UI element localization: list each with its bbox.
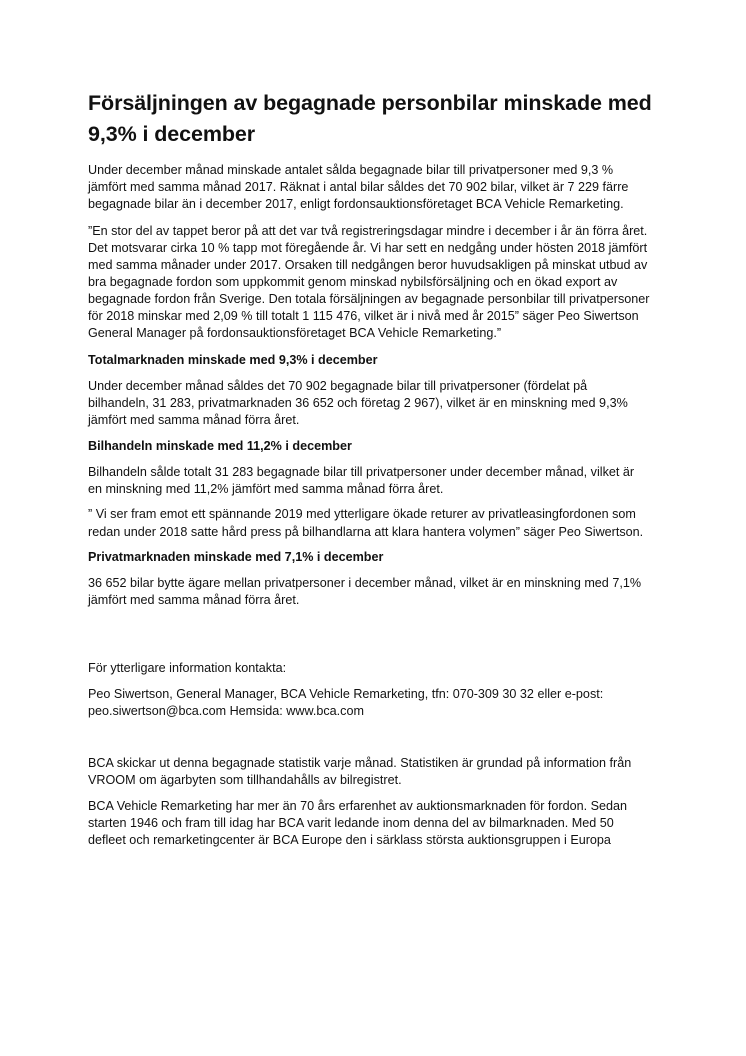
text-line: jämfört med samma månad förra året. <box>88 593 300 608</box>
press-release-page <box>88 88 663 858</box>
stats-note-paragraph <box>88 755 663 789</box>
section-heading-total-market: Totalmarknaden minskade med 9,3% i december <box>88 352 378 367</box>
text-line: bra begagnade fordon som uppkommit genom minskad nybilsförsäljning och en ökad export av <box>88 275 618 290</box>
section-heading-private-market: Privatmarknaden minskade med 7,1% i december <box>88 550 384 565</box>
text-line: peo.siwertson@bca.com Hemsida: www.bca.com <box>88 703 364 718</box>
total-market-paragraph <box>88 378 663 429</box>
text-line: för 2018 minskar med 2,09 % till totalt 1 115 476, vilket är i nivå med år 2015” säger Peo Siwertson <box>88 309 639 324</box>
text-line: starten 1946 och fram till idag har BCA varit ledande inom denna del av bilmarknaden. Med 50 <box>88 815 614 830</box>
text-line: General Manager på fordonsauktionsföretaget BCA Vehicle Remarketing.” <box>88 326 502 341</box>
text-line: BCA Vehicle Remarketing har mer än 70 års erfarenhet av auktionsmarknaden för fordon. Sedan <box>88 798 628 813</box>
text-line: defleet och remarketingcenter är BCA Europe den i särklass största auktionsgruppen i Europa <box>88 832 611 847</box>
contact-label: För ytterligare information kontakta: <box>88 661 287 676</box>
text-line: bilhandeln, 31 283, privatmarknaden 36 652 och företag 2 967), vilket är en minskning med 9,3% <box>88 396 628 411</box>
contact-details <box>88 686 663 720</box>
text-line: Det motsvarar cirka 10 % tapp mot föregående år. Vi har sett en nedgång under hösten 2018 jämfört <box>88 240 648 255</box>
quote-paragraph <box>88 223 663 343</box>
about-bca-paragraph <box>88 798 663 849</box>
text-line: begagnade fordon från Sverige. Den totala försäljningen av begagnade personbilar till privatpersoner <box>88 292 650 307</box>
text-line: BCA skickar ut denna begagnade statistik varje månad. Statistiken är grundad på information från <box>88 756 632 771</box>
text-line: Under december månad minskade antalet sålda begagnade bilar till privatpersoner med 9,3 % <box>88 163 614 177</box>
text-line: 36 652 bilar bytte ägare mellan privatpersoner i december månad, vilket är en minskning med 7,1% <box>88 576 642 591</box>
dealer-quote-paragraph <box>88 506 663 540</box>
dealer-market-paragraph <box>88 464 663 498</box>
text-line: ” Vi ser fram emot ett spännande 2019 med ytterligare ökade returer av privatleasingfordonen som <box>88 507 636 522</box>
text-line: Bilhandeln sålde totalt 31 283 begagnade bilar till privatpersoner under december månad, vilket är <box>88 464 635 479</box>
private-market-paragraph <box>88 575 663 609</box>
text-line: jämfört med samma månad förra året. <box>88 413 300 428</box>
text-line: begagnade bilar än i december 2017, enligt fordonsauktionsföretaget BCA Vehicle Remarketing. <box>88 197 624 212</box>
text-line: med samma månader under 2017. Orsaken till nedgången beror huvudsakligen på minskat utbud av <box>88 257 648 272</box>
text-line: Under december månad såldes det 70 902 begagnade bilar till privatpersoner (fördelat på <box>88 378 588 393</box>
text-line: ”En stor del av tappet beror på att det var två registreringsdagar mindre i december i år än förra året. <box>88 223 648 238</box>
text-line: jämfört med samma månad 2017. Räknat i antal bilar såldes det 70 902 bilar, vilket är 7 229 färre <box>88 180 629 195</box>
intro-paragraph <box>88 162 663 213</box>
text-line: VROOM om ägarbyten som tillhandahålls av bilregistret. <box>88 773 402 788</box>
section-heading-dealer-market: Bilhandeln minskade med 11,2% i december <box>88 438 352 453</box>
text-line: redan under 2018 satte hård press på bilhandlarna att klara hantera volymen” säger Peo Siwertson. <box>88 524 644 539</box>
headline: Försäljningen av begagnade personbilar minskade med 9,3% i december <box>88 91 652 146</box>
text-line: Peo Siwertson, General Manager, BCA Vehicle Remarketing, tfn: 070-309 30 32 eller e-post: <box>88 686 604 701</box>
text-line: en minskning med 11,2% jämfört med samma månad förra året. <box>88 481 444 496</box>
